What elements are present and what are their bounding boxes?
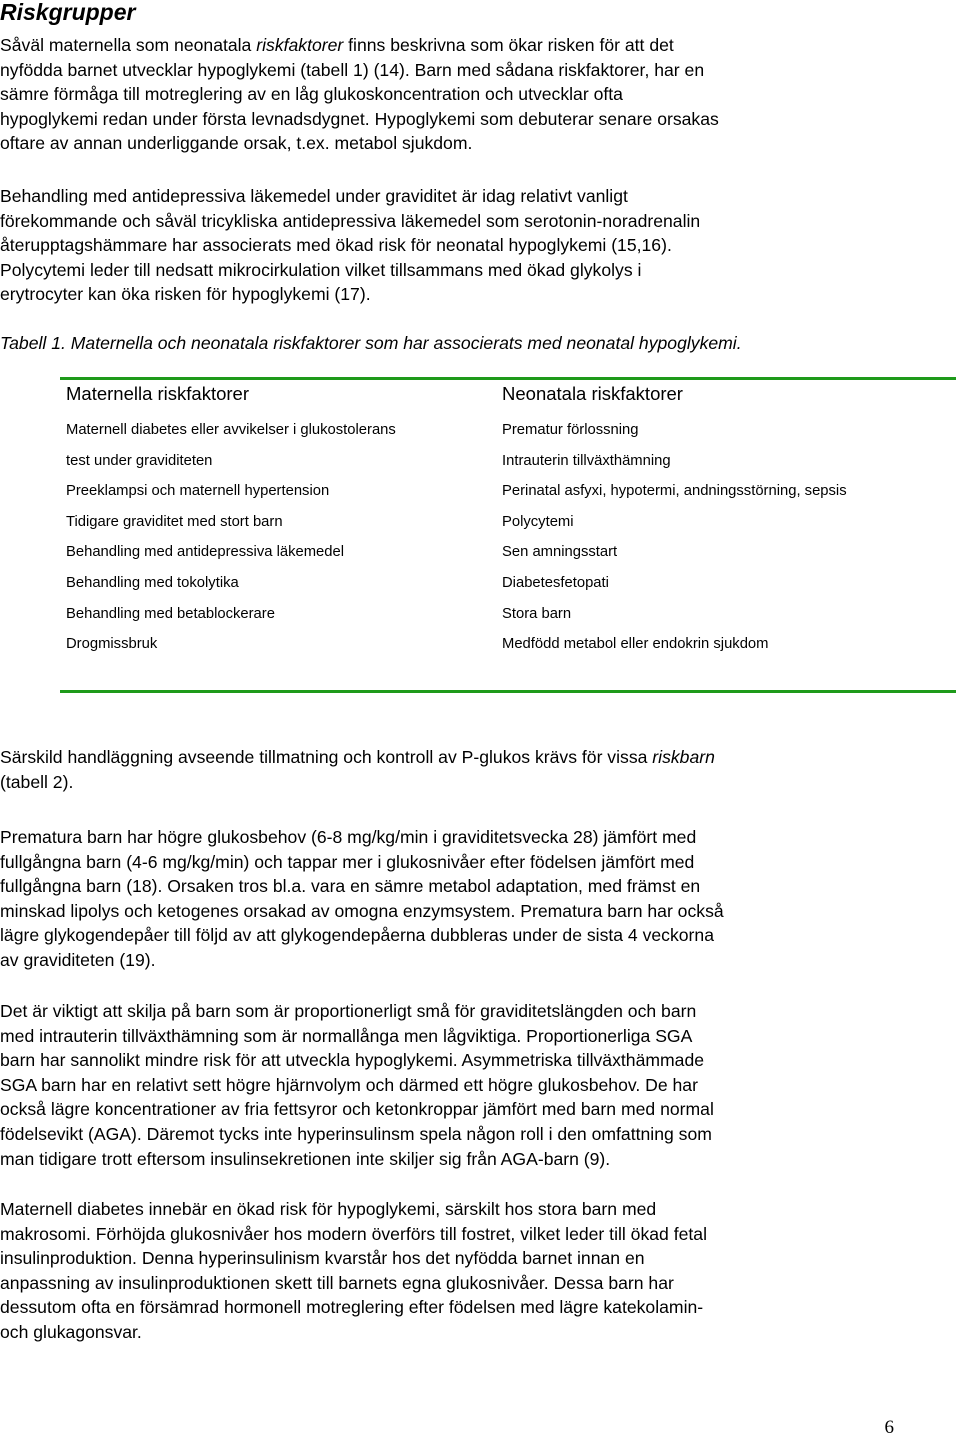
text-line: nyfödda barnet utvecklar hypoglykemi (tabell 1) (14). Barn med sådana riskfaktorer, har en — [0, 59, 705, 80]
text-line: och glukagonsvar. — [0, 1321, 142, 1342]
text-line: barn har sannolikt mindre risk för att utveckla hypoglykemi. Asymmetriska tillväxthämmade — [0, 1050, 705, 1071]
table-item: Medfödd metabol eller endokrin sjukdom — [502, 636, 769, 653]
text-line: anpassning av insulinproduktionen skett till barnets egna glukosnivåer. Dessa barn har — [0, 1272, 674, 1293]
text-line: makrosomi. Förhöjda glukosnivåer hos modern överförs till fostret, vilket leder till ökad fetal — [0, 1223, 707, 1244]
table-item: Behandling med tokolytika — [66, 574, 239, 591]
table-item: Sen amningsstart — [502, 544, 618, 561]
text-line: förekommande och såväl tricykliska antidepressiva läkemedel som serotonin-noradrenalin — [0, 210, 701, 231]
text-line: lägre glykogendepåer till följd av att glykogendepåerna dubbleras under de sista 4 veckorna — [0, 925, 714, 946]
table-column-maternal — [66, 383, 396, 660]
table-item: Polycytemi — [502, 513, 574, 530]
table-column-neonatal — [502, 383, 847, 660]
emphasis-riskbarn: riskbarn — [652, 747, 715, 767]
text-line: också lägre koncentrationer av fria fettsyror och ketonkroppar jämfört med barn med normal — [0, 1099, 714, 1120]
paragraph-maternal-diabetes — [0, 1197, 707, 1345]
text-line: födelsevikt (AGA). Däremot tycks inte hyperinsulinsm spela någon roll i den omfattning som — [0, 1123, 712, 1144]
table-item: Drogmissbruk — [66, 636, 158, 653]
paragraph-risk-groups — [0, 33, 719, 156]
table-item: Tidigare graviditet med stort barn — [66, 513, 283, 530]
table-item: Maternell diabetes eller avvikelser i glukostolerans — [66, 422, 396, 438]
table-item: Perinatal asfyxi, hypotermi, andningsstörning, sepsis — [502, 483, 847, 500]
text-line: minskad lipolys och ketogenes orsakad av omogna enzymsystem. Prematura barn har också — [0, 900, 724, 921]
text-line: dessutom ofta en försämrad hormonell motreglering efter födelsen med lägre katekolamin- — [0, 1297, 704, 1318]
table-item: Preeklampsi och maternell hypertension — [66, 483, 330, 500]
text-line: av graviditeten (19). — [0, 949, 156, 970]
text-line: Det är viktigt att skilja på barn som är proportionerligt små för graviditetslängden och barn — [0, 1001, 697, 1021]
text-line: sämre förmåga till motreglering av en låg glukoskoncentration och utvecklar ofta — [0, 84, 623, 105]
column-header-maternal: Maternella riskfaktorer — [66, 383, 250, 404]
table-item: Stora barn — [502, 605, 572, 622]
page-number: 6 — [884, 1417, 894, 1438]
text-line: fullgångna barn (4-6 mg/kg/min) och tappar mer i glukosnivåer efter födelsen jämfört med — [0, 851, 695, 872]
emphasis-riskfaktorer: riskfaktorer — [256, 35, 344, 55]
table-item: Diabetesfetopati — [502, 574, 609, 591]
table-item: Behandling med betablockerare — [66, 605, 275, 622]
paragraph-special-handling — [0, 745, 715, 794]
text-line: hypoglykemi redan under första levnadsdygnet. Hypoglykemi som debuterar senare orsakas — [0, 108, 719, 129]
table-item: Behandling med antidepressiva läkemedel — [66, 544, 345, 561]
text-line: Särskild handläggning avseende tillmatning och kontroll av P-glukos krävs för vissa riskbarn — [0, 747, 715, 767]
text-line: Prematura barn har högre glukosbehov (6-8 mg/kg/min i graviditetsvecka 28) jämfört med — [0, 827, 697, 847]
text-line: med intrauterin tillväxthämning som är normallånga men lågviktiga. Proportionerliga SGA — [0, 1025, 693, 1046]
text-line: Behandling med antidepressiva läkemedel under graviditet är idag relativt vanligt — [0, 186, 628, 206]
section-heading: Riskgrupper — [0, 0, 136, 25]
text-line: SGA barn har en relativt sett högre hjärnvolym och därmed ett högre glukosbehov. De har — [0, 1074, 698, 1095]
text-line: erytrocyter kan öka risken för hypoglykemi (17). — [0, 284, 371, 305]
paragraph-premature — [0, 825, 724, 973]
text-line: Såväl maternella som neonatala riskfaktorer finns beskrivna som ökar risken för att det — [0, 35, 674, 55]
text-line: Maternell diabetes innebär en ökad risk för hypoglykemi, särskilt hos stora barn med — [0, 1199, 657, 1219]
text-line: Polycytemi leder till nedsatt mikrocirkulation vilket tillsammans med ökad glykolys i — [0, 259, 642, 280]
text-line: oftare av annan underliggande orsak, t.ex. metabol sjukdom. — [0, 133, 473, 154]
table-item: test under graviditeten — [66, 452, 213, 469]
table-top-rule — [60, 377, 956, 380]
column-header-neonatal: Neonatala riskfaktorer — [502, 383, 683, 404]
text-line: återupptagshämmare har associerats med ökad risk för neonatal hypoglykemi (15,16). — [0, 235, 672, 256]
table-item: Intrauterin tillväxthämning — [502, 452, 671, 469]
text-line: insulinproduktion. Denna hyperinsulinism kvarstår hos det nyfödda barnet innan en — [0, 1248, 645, 1269]
paragraph-antidepressants — [0, 184, 700, 307]
text-line: (tabell 2). — [0, 771, 74, 792]
table-bottom-rule — [60, 690, 956, 693]
paragraph-sga — [0, 999, 714, 1171]
table-item: Prematur förlossning — [502, 422, 639, 438]
text-line: fullgångna barn (18). Orsaken tros bl.a. vara en sämre metabol adaptation, med främst en — [0, 876, 701, 897]
text-line: man tidigare trott eftersom insulinsekretionen inte skiljer sig från AGA-barn (9). — [0, 1148, 611, 1169]
table-caption: Tabell 1. Maternella och neonatala riskfaktorer som har associerats med neonatal hypoglykemi. — [0, 333, 742, 353]
